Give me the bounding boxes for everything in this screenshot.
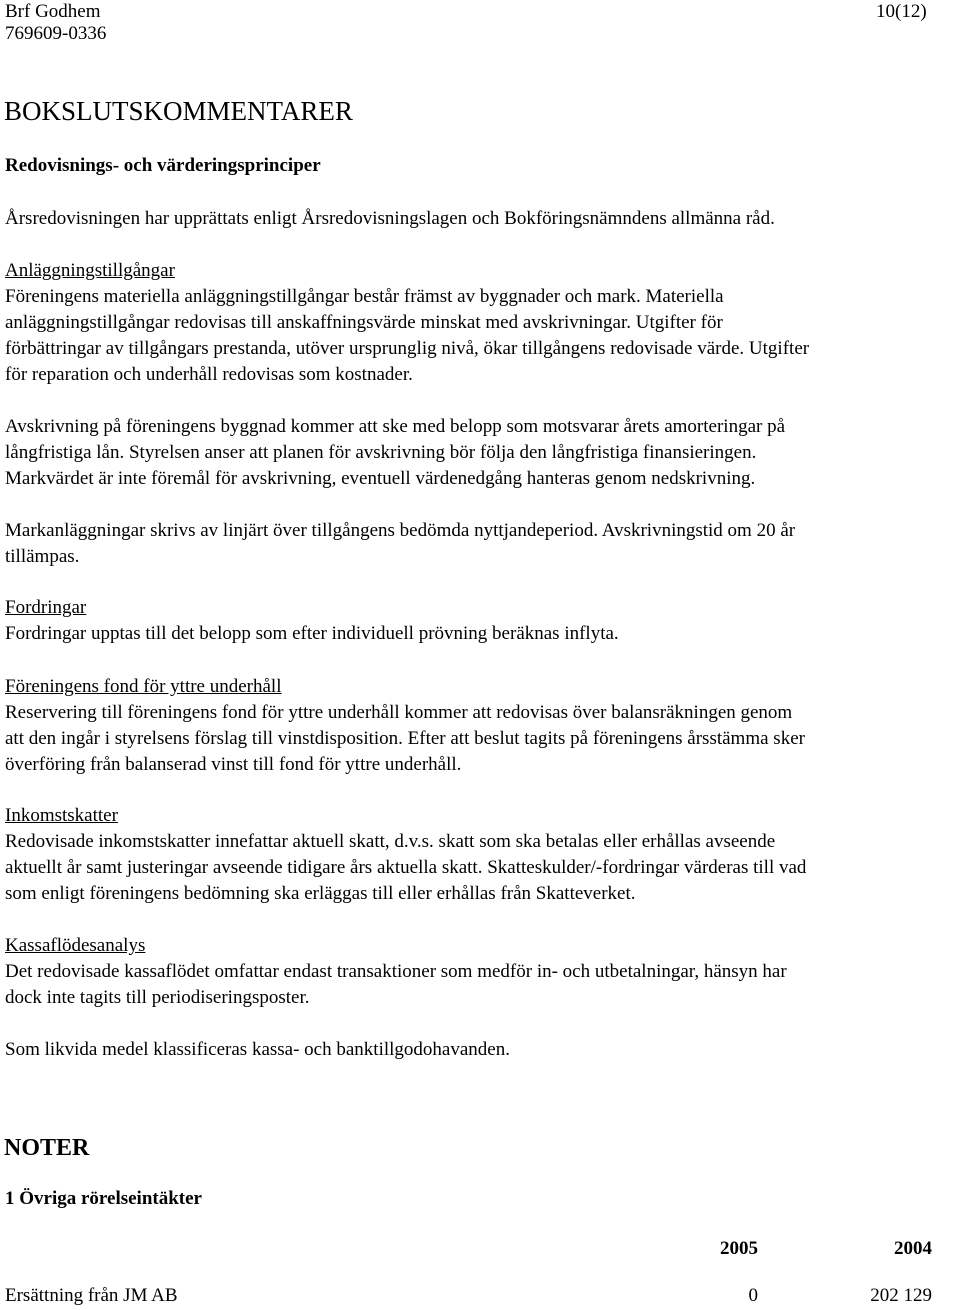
org-name: Brf Godhem (5, 1, 101, 22)
fund-line: att den ingår i styrelsens förslag till vinstdisposition. Efter att beslut tagits på föreningens årsstämma sker (5, 728, 805, 749)
assets-heading: Anläggningstillgångar (5, 260, 175, 281)
assets-p3-line: Markanläggningar skrivs av linjärt över tillgångens bedömda nyttjandeperiod. Avskrivningstid om 20 år (5, 520, 796, 541)
principles-heading: Redovisnings- och värderingsprinciper (5, 155, 321, 176)
taxes-line: som enligt föreningens bedömning ska erläggas till eller erhållas från Skatteverket. (5, 883, 636, 904)
row-value-previous: 202 129 (870, 1285, 932, 1306)
taxes-line: aktuellt år samt justeringar avseende tidigare års aktuella skatt. Skatteskulder/-fordringar värderas till vad (5, 857, 807, 878)
fund-line: överföring från balanserad vinst till fond för yttre underhåll. (5, 754, 462, 775)
assets-p1-line: anläggningstillgångar redovisas till anskaffningsvärde minskat med avskrivningar. Utgifter för (5, 312, 723, 333)
page-title: BOKSLUTSKOMMENTARER (4, 96, 353, 126)
cashflow-line: dock inte tagits till periodiseringsposter. (5, 987, 310, 1008)
year-current: 2005 (720, 1238, 758, 1259)
assets-p3-line: tillämpas. (5, 546, 80, 567)
assets-p2-line: långfristiga lån. Styrelsen anser att planen för avskrivning bör följa den långfristiga finansieringen. (5, 442, 757, 463)
cashflow-heading: Kassaflödesanalys (5, 935, 146, 956)
liquid-funds-text: Som likvida medel klassificeras kassa- och banktillgodohavanden. (5, 1039, 510, 1060)
assets-p2-line: Markvärdet är inte föremål för avskrivning, eventuell värdenedgång hanteras genom nedskrivning. (5, 468, 756, 489)
note-1-heading: 1 Övriga rörelseintäkter (5, 1188, 202, 1209)
taxes-line: Redovisade inkomstskatter innefattar aktuell skatt, d.v.s. skatt som ska betalas eller erhållas avseende (5, 831, 776, 852)
fund-line: Reservering till föreningens fond för yttre underhåll kommer att redovisas över balansräkningen genom (5, 702, 793, 723)
assets-p1-line: förbättringar av tillgångars prestanda, utöver ursprunglig nivå, ökar tillgångens redovisade värde. Utgifter (5, 338, 810, 359)
org-number: 769609-0336 (5, 23, 107, 44)
assets-p2-line: Avskrivning på föreningens byggnad kommer att ske med belopp som motsvarar årets amorteringar på (5, 416, 786, 437)
row-value-current: 0 (748, 1285, 758, 1306)
notes-title: NOTER (4, 1135, 90, 1161)
assets-p1-line: Föreningens materiella anläggningstillgångar består främst av byggnader och mark. Materiella (5, 286, 724, 307)
year-previous: 2004 (894, 1238, 932, 1259)
page-number: 10(12) (876, 1, 927, 22)
receivables-text: Fordringar upptas till det belopp som efter individuell prövning beräknas inflyta. (5, 623, 619, 644)
fund-heading: Föreningens fond för yttre underhåll (5, 676, 282, 697)
receivables-heading: Fordringar (5, 597, 87, 618)
cashflow-line: Det redovisade kassaflödet omfattar endast transaktioner som medför in- och utbetalningar, hänsyn har (5, 961, 787, 982)
taxes-heading: Inkomstskatter (5, 805, 118, 826)
principles-intro: Årsredovisningen har upprättats enligt Årsredovisningslagen och Bokföringsnämndens allmänna råd. (5, 208, 775, 229)
row-label: Ersättning från JM AB (5, 1285, 178, 1306)
assets-p1-line: för reparation och underhåll redovisas som kostnader. (5, 364, 413, 385)
